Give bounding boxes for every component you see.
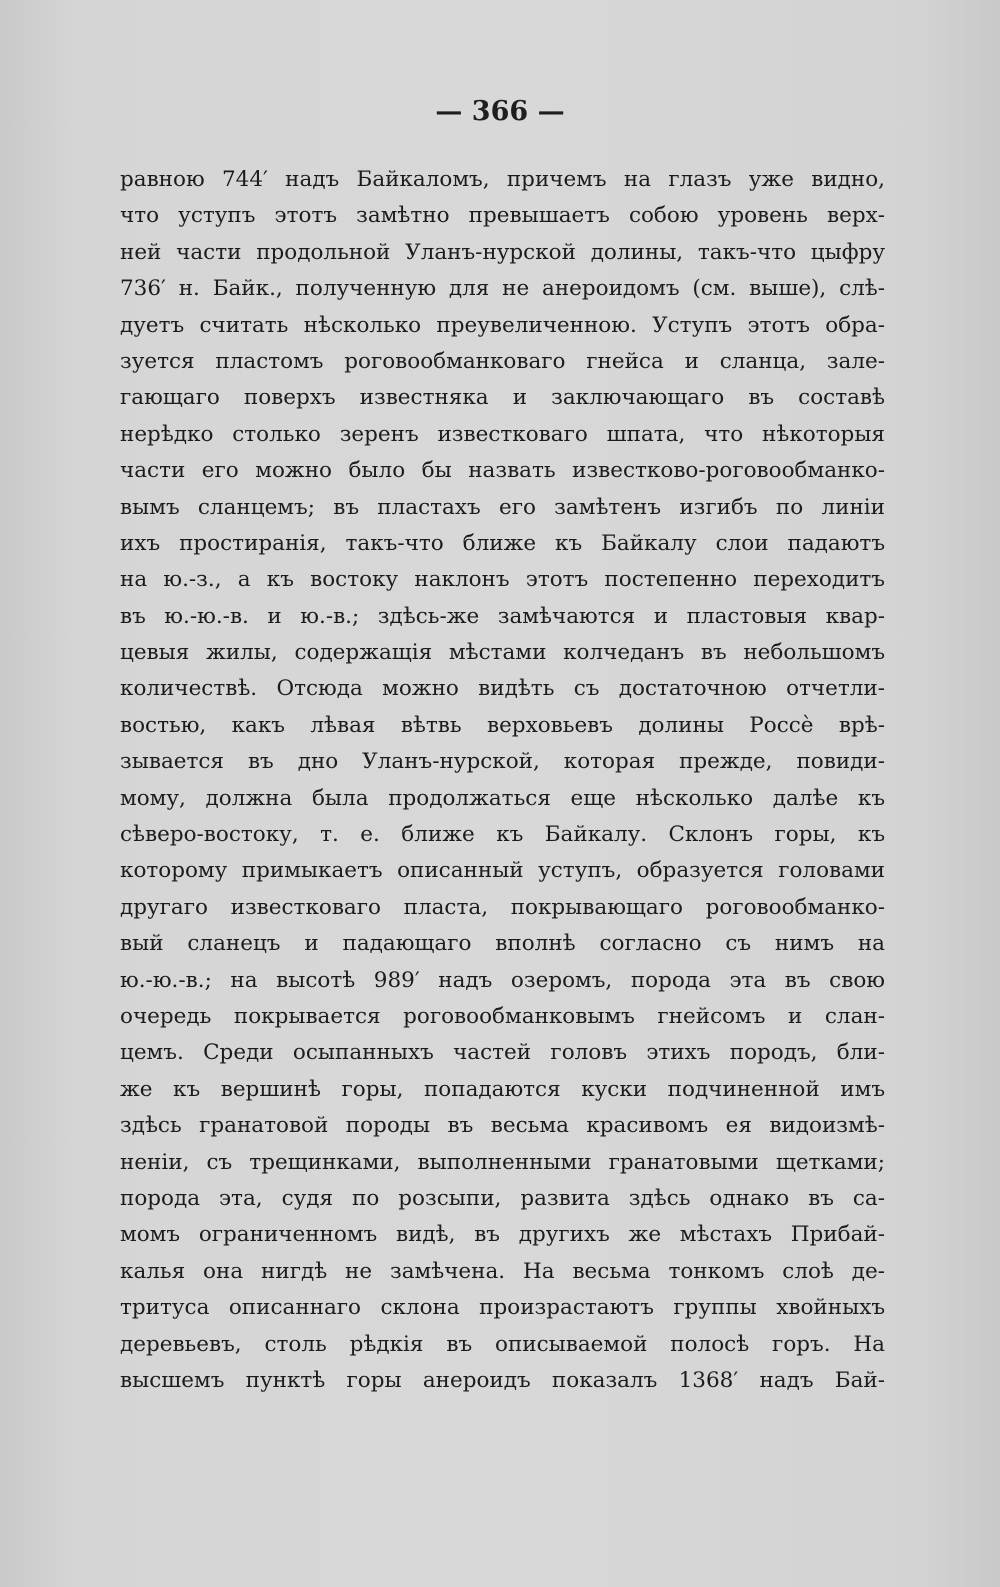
text-line: мому, должна была продолжаться еще нѣсколько далѣе къ bbox=[120, 785, 885, 811]
text-line: ихъ простиранія, такъ-что ближе къ Байкалу слои падаютъ bbox=[120, 530, 885, 556]
text-line: высшемъ пунктѣ горы анероидъ показалъ 1368′ надъ Бай- bbox=[120, 1367, 885, 1393]
text-line: очередь покрывается роговообманковымъ гнейсомъ и слан- bbox=[120, 1003, 885, 1029]
text-line: неніи, съ трещинками, выполненными гранатовыми щетками; bbox=[120, 1149, 885, 1175]
text-line: востью, какъ лѣвая вѣтвь верховьевъ долины Россè врѣ- bbox=[120, 712, 885, 738]
text-line: сѣверо-востоку, т. е. ближе къ Байкалу. Склонъ горы, къ bbox=[120, 822, 885, 848]
text-line: момъ ограниченномъ видѣ, въ другихъ же мѣстахъ Прибай- bbox=[120, 1222, 885, 1248]
text-line: дуетъ считать нѣсколько преувеличенною. Уступъ этотъ обра- bbox=[120, 312, 885, 338]
text-line: ней части продольной Уланъ-нурской долины, такъ-что цыфру bbox=[120, 239, 885, 265]
text-line: нерѣдко столько зеренъ известковаго шпата, что нѣкоторыя bbox=[120, 421, 885, 447]
text-line: количествѣ. Отсюда можно видѣть съ достаточною отчетли- bbox=[120, 676, 885, 702]
text-line: другаго известковаго пласта, покрывающаго роговообманко- bbox=[120, 894, 885, 920]
text-line: калья она нигдѣ не замѣчена. На весьма тонкомъ слоѣ де- bbox=[120, 1258, 885, 1284]
text-line: цемъ. Среди осыпанныхъ частей головъ этихъ породъ, бли- bbox=[120, 1040, 885, 1066]
text-line: деревьевъ, столь рѣдкія въ описываемой полосѣ горъ. На bbox=[120, 1331, 885, 1357]
text-line: же къ вершинѣ горы, попадаются куски подчиненной имъ bbox=[120, 1076, 885, 1102]
text-line: въ ю.-ю.-в. и ю.-в.; здѣсь-же замѣчаются и пластовыя квар- bbox=[120, 603, 885, 629]
text-line: порода эта, судя по розсыпи, развита здѣсь однако въ са- bbox=[120, 1185, 885, 1211]
text-line: 736′ н. Байк., полученную для не анероидомъ (см. выше), слѣ- bbox=[120, 276, 885, 302]
text-line: что уступъ этотъ замѣтно превышаетъ собою уровень верх- bbox=[120, 203, 885, 229]
text-line: на ю.-з., а къ востоку наклонъ этотъ постепенно переходитъ bbox=[120, 567, 885, 593]
text-line: тритуса описаннаго склона произрастаютъ группы хвойныхъ bbox=[120, 1295, 885, 1321]
body-text bbox=[120, 162, 885, 1399]
text-line: ю.-ю.-в.; на высотѣ 989′ надъ озеромъ, порода эта въ свою bbox=[120, 967, 885, 993]
text-line: зывается въ дно Уланъ-нурской, которая прежде, повиди- bbox=[120, 749, 885, 775]
text-line: цевыя жилы, содержащія мѣстами колчеданъ въ небольшомъ bbox=[120, 640, 885, 666]
text-line: вый сланецъ и падающаго вполнѣ согласно съ нимъ на bbox=[120, 931, 885, 957]
text-line: вымъ сланцемъ; въ пластахъ его замѣтенъ изгибъ по линіи bbox=[120, 494, 885, 520]
text-line: равною 744′ надъ Байкаломъ, причемъ на глазъ уже видно, bbox=[120, 167, 885, 192]
text-line: которому примыкаетъ описанный уступъ, образуется головами bbox=[120, 858, 885, 884]
text-line: зуется пластомъ роговообманковаго гнейса и сланца, зале- bbox=[120, 348, 885, 374]
text-line: части его можно было бы назвать известково-роговообманко- bbox=[120, 458, 885, 484]
page-number: — 366 — bbox=[435, 96, 565, 127]
text-line: здѣсь гранатовой породы въ весьма красивомъ ея видоизмѣ- bbox=[120, 1113, 885, 1139]
text-line: гающаго поверхъ известняка и заключающаго въ составѣ bbox=[120, 385, 885, 411]
